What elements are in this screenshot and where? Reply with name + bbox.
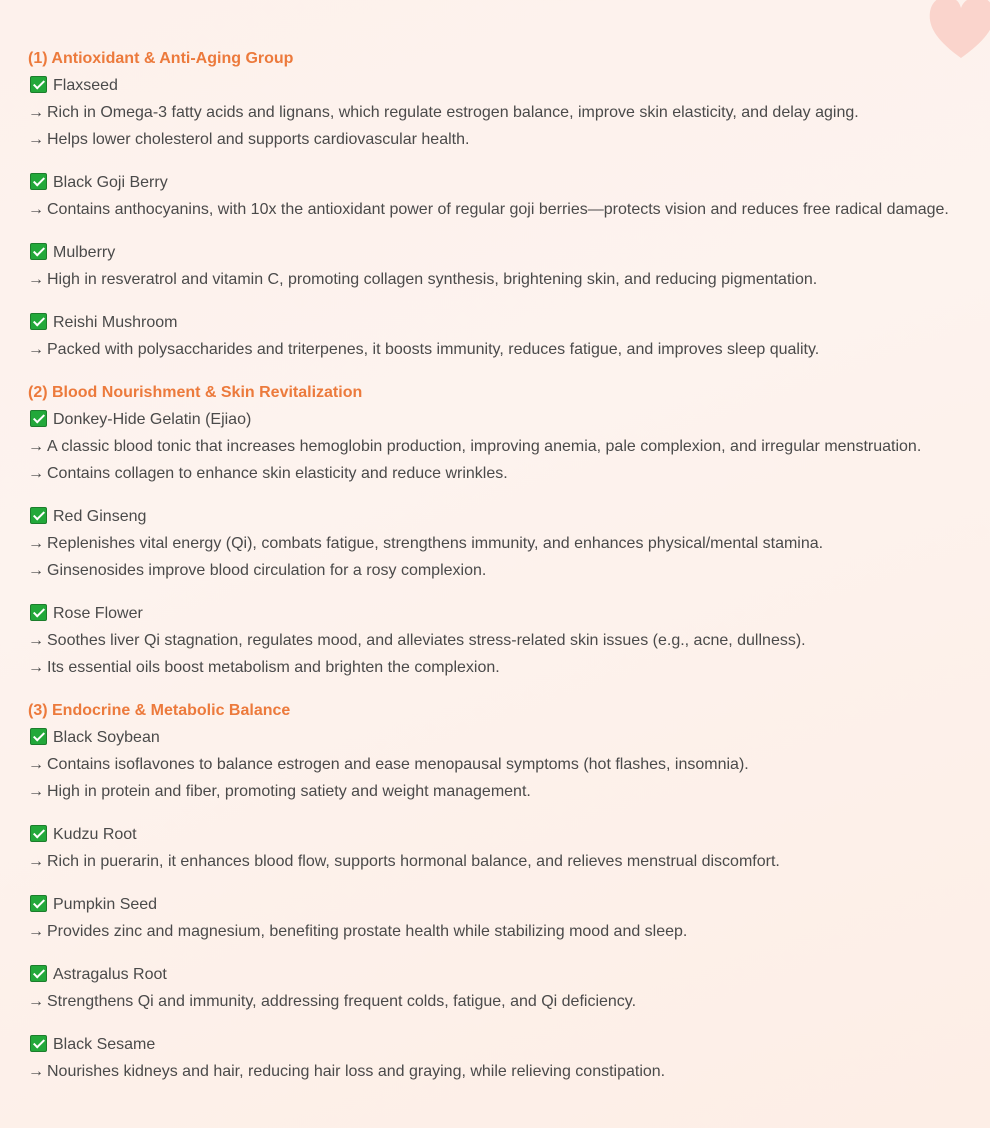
benefit-line xyxy=(28,778,978,805)
benefit-line xyxy=(28,848,978,875)
benefit-line xyxy=(28,266,978,293)
benefit-line xyxy=(28,336,978,363)
arrow-icon: → xyxy=(28,341,44,358)
section-title: (2) Blood Nourishment & Skin Revitalization xyxy=(28,384,363,401)
check-mark-icon xyxy=(30,313,47,330)
check-mark-icon xyxy=(30,410,47,427)
arrow-icon: → xyxy=(28,659,44,676)
benefit-text: Replenishes vital energy (Qi), combats fatigue, strengthens immunity, and enhances physical/mental stamina. xyxy=(47,535,824,552)
check-mark-icon xyxy=(30,507,47,524)
ingredient-name-text: Black Goji Berry xyxy=(53,174,168,191)
spacer xyxy=(28,875,978,891)
spacer xyxy=(28,223,978,239)
check-mark-icon xyxy=(30,243,47,260)
benefit-line xyxy=(28,126,978,153)
arrow-icon: → xyxy=(28,783,44,800)
benefit-line xyxy=(28,988,978,1015)
ingredient-name-text: Donkey-Hide Gelatin (Ejiao) xyxy=(53,411,252,428)
section-title: (3) Endocrine & Metabolic Balance xyxy=(28,702,291,719)
arrow-icon: → xyxy=(28,131,44,148)
benefit-text: Nourishes kidneys and hair, reducing hair loss and graying, while relieving constipation. xyxy=(47,1063,666,1080)
benefit-text: Rich in puerarin, it enhances blood flow, supports hormonal balance, and relieves menstrual discomfort. xyxy=(47,853,780,870)
ingredient-name xyxy=(28,1031,978,1058)
section-title: (1) Antioxidant & Anti-Aging Group xyxy=(28,50,294,67)
arrow-icon: → xyxy=(28,993,44,1010)
benefit-text: Contains collagen to enhance skin elasticity and reduce wrinkles. xyxy=(47,465,508,482)
check-mark-icon xyxy=(30,728,47,745)
check-mark-icon xyxy=(30,173,47,190)
benefit-text: Contains anthocyanins, with 10x the antioxidant power of regular goji berries—protects vision and reduces free radical damage. xyxy=(47,201,949,218)
check-mark-icon xyxy=(30,895,47,912)
ingredient-name xyxy=(28,724,978,751)
benefit-text: Provides zinc and magnesium, benefiting prostate health while stabilizing mood and sleep. xyxy=(47,923,688,940)
ingredient-name xyxy=(28,891,978,918)
spacer xyxy=(28,945,978,961)
ingredient-name xyxy=(28,309,978,336)
benefit-text: High in protein and fiber, promoting satiety and weight management. xyxy=(47,783,531,800)
arrow-icon: → xyxy=(28,923,44,940)
check-mark-icon xyxy=(30,825,47,842)
spacer xyxy=(28,584,978,600)
ingredient-name-text: Black Sesame xyxy=(53,1036,156,1053)
benefit-line xyxy=(28,654,978,681)
benefit-line xyxy=(28,460,978,487)
check-mark-icon xyxy=(30,604,47,621)
ingredient-name xyxy=(28,239,978,266)
arrow-icon: → xyxy=(28,201,44,218)
spacer xyxy=(28,487,978,503)
ingredient-name-text: Flaxseed xyxy=(53,77,118,94)
benefit-line xyxy=(28,196,978,223)
benefit-line xyxy=(28,433,978,460)
benefit-text: A classic blood tonic that increases hemoglobin production, improving anemia, pale complexion, and irregular menstruation. xyxy=(47,438,922,455)
benefit-text: High in resveratrol and vitamin C, promoting collagen synthesis, brightening skin, and reducing pigmentation. xyxy=(47,271,818,288)
spacer xyxy=(28,363,978,379)
arrow-icon: → xyxy=(28,756,44,773)
benefit-line xyxy=(28,1058,978,1085)
ingredient-name-text: Rose Flower xyxy=(53,605,143,622)
benefit-text: Its essential oils boost metabolism and brighten the complexion. xyxy=(47,659,500,676)
arrow-icon: → xyxy=(28,1063,44,1080)
ingredient-name xyxy=(28,600,978,627)
ingredient-name xyxy=(28,72,978,99)
arrow-icon: → xyxy=(28,632,44,649)
benefit-text: Strengthens Qi and immunity, addressing frequent colds, fatigue, and Qi deficiency. xyxy=(47,993,637,1010)
arrow-icon: → xyxy=(28,853,44,870)
ingredient-name xyxy=(28,961,978,988)
benefit-line xyxy=(28,557,978,584)
spacer xyxy=(28,681,978,697)
check-mark-icon xyxy=(30,965,47,982)
arrow-icon: → xyxy=(28,562,44,579)
benefit-line xyxy=(28,751,978,778)
benefit-text: Ginsenosides improve blood circulation for a rosy complexion. xyxy=(47,562,487,579)
check-mark-icon xyxy=(30,76,47,93)
ingredient-name xyxy=(28,169,978,196)
spacer xyxy=(28,293,978,309)
spacer xyxy=(28,1015,978,1031)
benefit-line xyxy=(28,530,978,557)
benefit-text: Soothes liver Qi stagnation, regulates mood, and alleviates stress-related skin issues (e.g., acne, dullness). xyxy=(47,632,806,649)
arrow-icon: → xyxy=(28,104,44,121)
arrow-icon: → xyxy=(28,535,44,552)
ingredient-name-text: Red Ginseng xyxy=(53,508,147,525)
ingredient-name-text: Reishi Mushroom xyxy=(53,314,178,331)
ingredient-name-text: Astragalus Root xyxy=(53,966,167,983)
benefit-text: Helps lower cholesterol and supports cardiovascular health. xyxy=(47,131,470,148)
arrow-icon: → xyxy=(28,271,44,288)
ingredient-name-text: Pumpkin Seed xyxy=(53,896,158,913)
ingredient-name-text: Black Soybean xyxy=(53,729,160,746)
benefit-text: Contains isoflavones to balance estrogen and ease menopausal symptoms (hot flashes, insomnia). xyxy=(47,756,749,773)
ingredient-name-text: Kudzu Root xyxy=(53,826,137,843)
ingredient-document xyxy=(28,45,978,1085)
benefit-text: Rich in Omega-3 fatty acids and lignans, which regulate estrogen balance, improve skin elasticity, and delay aging. xyxy=(47,104,859,121)
ingredient-name xyxy=(28,821,978,848)
arrow-icon: → xyxy=(28,465,44,482)
ingredient-name-text: Mulberry xyxy=(53,244,116,261)
benefit-line xyxy=(28,627,978,654)
ingredient-name xyxy=(28,406,978,433)
benefit-line xyxy=(28,918,978,945)
arrow-icon: → xyxy=(28,438,44,455)
spacer xyxy=(28,153,978,169)
check-mark-icon xyxy=(30,1035,47,1052)
spacer xyxy=(28,805,978,821)
benefit-text: Packed with polysaccharides and triterpenes, it boosts immunity, reduces fatigue, and improves sleep quality. xyxy=(47,341,820,358)
ingredient-name xyxy=(28,503,978,530)
benefit-line xyxy=(28,99,978,126)
